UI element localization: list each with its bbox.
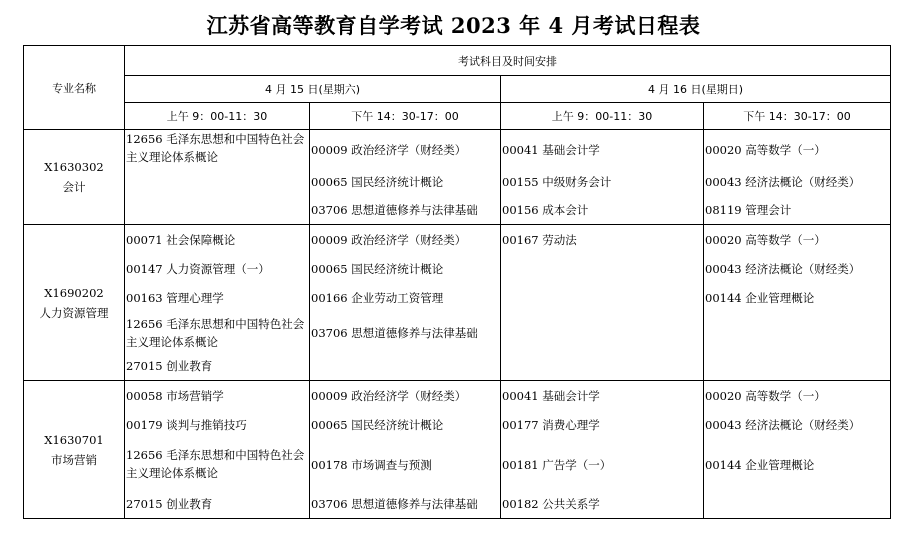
schedule-cell <box>125 225 310 381</box>
course-item: 08119 管理会计 <box>705 203 792 217</box>
schedule-cell <box>125 130 310 225</box>
course-item: 00020 高等数学（一） <box>705 143 826 157</box>
session-header: 下午 14：30-17：00 <box>704 103 891 130</box>
major-code: X1630302 <box>44 160 104 174</box>
schedule-cell <box>310 130 501 225</box>
major-code: X1630701 <box>44 432 104 447</box>
course-item: 00156 成本会计 <box>502 203 589 217</box>
major-code: X1690202 <box>44 285 104 300</box>
schedule-cell <box>125 381 310 519</box>
course-item: 00182 公共关系学 <box>502 497 600 511</box>
course-item: 00144 企业管理概论 <box>705 458 815 472</box>
schedule-cell <box>310 381 501 519</box>
schedule-cell <box>704 381 891 519</box>
major-name: 市场营销 <box>51 452 97 467</box>
major-cell <box>24 130 125 225</box>
schedule-cell <box>704 130 891 225</box>
course-item: 00155 中级财务会计 <box>502 175 612 189</box>
schedule-cell <box>501 225 704 381</box>
course-item: 12656 毛泽东思想和中国特色社会主义理论体系概论 <box>126 448 305 480</box>
exam-schedule-table <box>23 45 891 519</box>
major-name: 会计 <box>62 180 86 194</box>
schedule-cell <box>310 225 501 381</box>
table-row <box>24 225 891 381</box>
course-item: 00041 基础会计学 <box>502 143 600 157</box>
day-header-apr15: 4 月 15 日(星期六) <box>125 76 501 103</box>
major-header: 专业名称 <box>24 46 125 130</box>
schedule-cell <box>501 130 704 225</box>
schedule-cell <box>501 381 704 519</box>
major-name: 人力资源管理 <box>39 305 109 320</box>
course-item: 00065 国民经济统计概论 <box>311 175 444 189</box>
course-item: 00020 高等数学（一） <box>705 233 826 247</box>
course-item: 00163 管理心理学 <box>126 291 224 305</box>
course-item: 00147 人力资源管理（一） <box>126 262 270 276</box>
course-item: 00041 基础会计学 <box>502 389 600 403</box>
schedule-header: 考试科目及时间安排 <box>125 46 891 76</box>
course-item: 00181 广告学（一） <box>502 458 612 472</box>
course-item: 00167 劳动法 <box>502 233 577 247</box>
course-item: 00166 企业劳动工资管理 <box>311 291 444 305</box>
course-item: 00009 政治经济学（财经类） <box>311 143 467 157</box>
course-item: 00058 市场营销学 <box>126 389 224 403</box>
course-item: 00043 经济法概论（财经类） <box>705 175 861 189</box>
major-cell <box>24 381 125 519</box>
course-item: 00020 高等数学（一） <box>705 389 826 403</box>
table-row <box>24 130 891 225</box>
course-item: 00144 企业管理概论 <box>705 291 815 305</box>
page-title: 江苏省高等教育自学考试 2023 年 4 月考试日程表 <box>206 13 701 38</box>
course-item: 12656 毛泽东思想和中国特色社会主义理论体系概论 <box>126 132 305 164</box>
course-item: 00043 经济法概论（财经类） <box>705 418 861 432</box>
course-item: 03706 思想道德修养与法律基础 <box>311 497 478 511</box>
course-item: 00178 市场调查与预测 <box>311 458 432 472</box>
course-item: 27015 创业教育 <box>126 359 213 373</box>
course-item: 00043 经济法概论（财经类） <box>705 262 861 276</box>
course-item: 03706 思想道德修养与法律基础 <box>311 203 478 217</box>
course-item: 00071 社会保障概论 <box>126 233 236 247</box>
course-item: 00179 谈判与推销技巧 <box>126 418 247 432</box>
schedule-cell <box>704 225 891 381</box>
course-item: 00177 消费心理学 <box>502 418 600 432</box>
course-item: 12656 毛泽东思想和中国特色社会主义理论体系概论 <box>126 317 305 349</box>
course-item: 03706 思想道德修养与法律基础 <box>311 326 478 340</box>
session-header: 上午 9：00-11：30 <box>501 103 704 130</box>
major-cell <box>24 225 125 381</box>
course-item: 00065 国民经济统计概论 <box>311 418 444 432</box>
session-header: 下午 14：30-17：00 <box>310 103 501 130</box>
session-header: 上午 9：00-11：30 <box>125 103 310 130</box>
course-item: 00065 国民经济统计概论 <box>311 262 444 276</box>
course-item: 00009 政治经济学（财经类） <box>311 233 467 247</box>
course-item: 27015 创业教育 <box>126 497 213 511</box>
day-header-apr16: 4 月 16 日(星期日) <box>501 76 891 103</box>
table-row <box>24 381 891 519</box>
course-item: 00009 政治经济学（财经类） <box>311 389 467 403</box>
